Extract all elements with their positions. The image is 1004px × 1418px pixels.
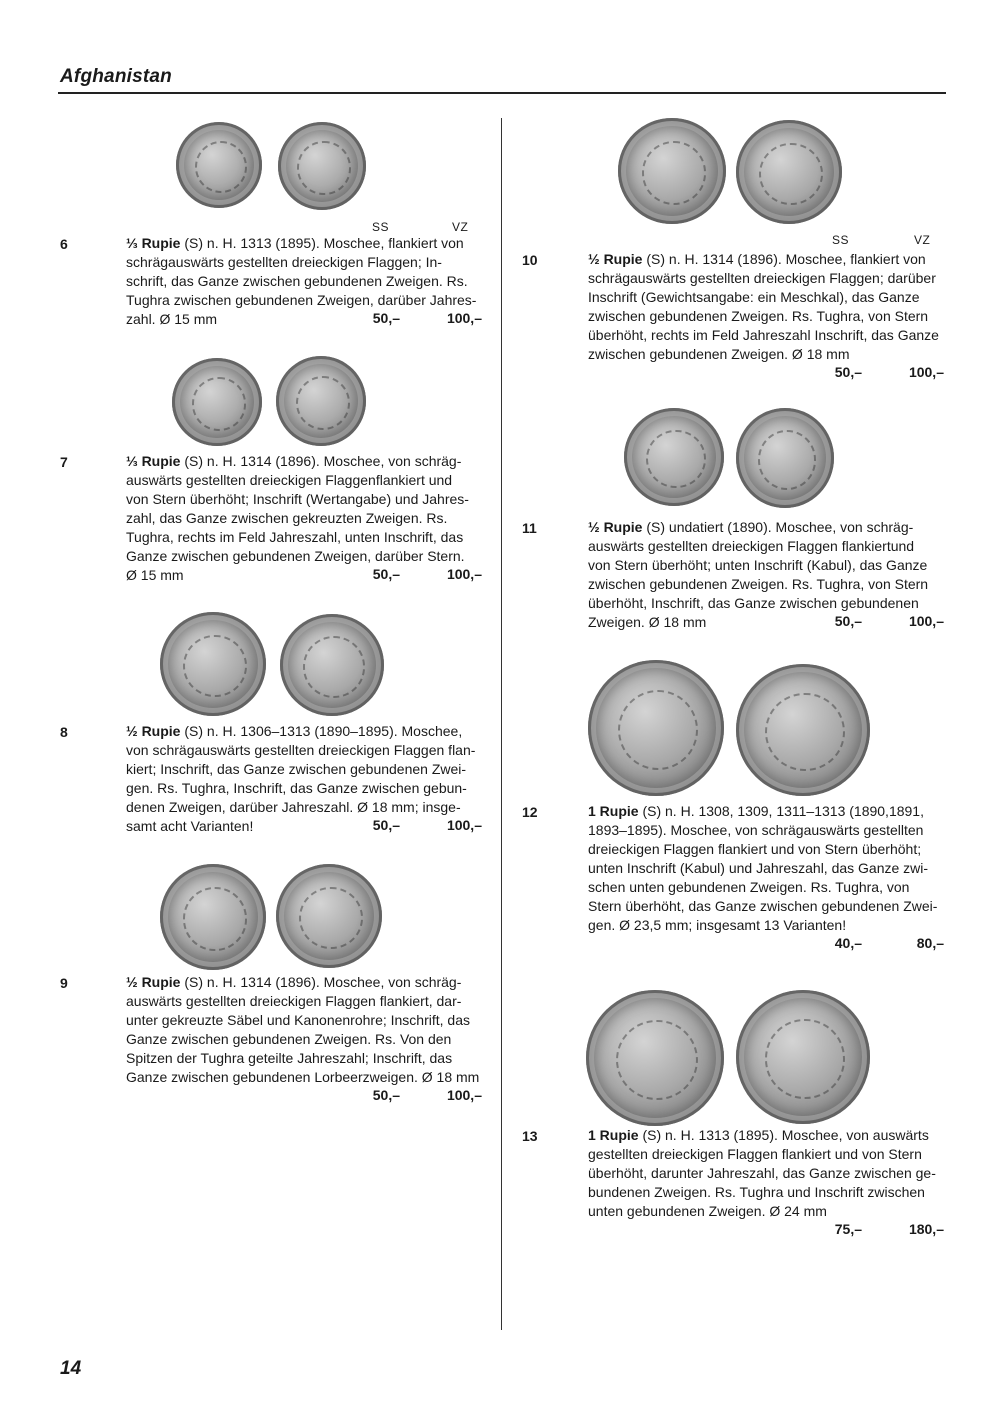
entry-description: ½ Rupie (S) n. H. 1314 (1896). Moschee, von schräg- auswärts gestellten dreieckigen Flaggen flankiert, dar- unter gekreuzte Säbel und Kanonenrohre; Inschrift, das Ganze zwischen gebundenen Zweigen. Rs. Von den Spitzen der Tughra geteilte Jahreszahl; Inschrift, das Ganze zwischen gebundenen Lorbeerzweigen. Ø 18 mm: [126, 974, 480, 1085]
price-ss: 50,–: [834, 364, 862, 380]
price-ss: 75,–: [834, 1221, 862, 1237]
coin-obverse: [624, 408, 724, 506]
price-vz: 80,–: [916, 935, 944, 951]
entry-number: 7: [60, 454, 68, 470]
coin-image-13: [586, 990, 872, 1126]
price-ss: 50,–: [372, 310, 400, 326]
coin-obverse: [172, 358, 262, 446]
entry-number: 9: [60, 975, 68, 991]
coin-obverse: [586, 990, 724, 1126]
denomination: ⅓ Rupie: [126, 235, 181, 251]
coin-image-10: [618, 118, 844, 224]
coin-obverse: [588, 660, 724, 796]
coin-image-12: [588, 660, 874, 796]
page-header-title: Afghanistan: [60, 66, 172, 87]
price-vz: 100,–: [446, 1087, 482, 1103]
coin-obverse: [618, 118, 726, 224]
coin-reverse: [736, 990, 870, 1124]
price-ss: 50,–: [372, 1087, 400, 1103]
entry-description: ⅓ Rupie (S) n. H. 1314 (1896). Moschee, von schräg- auswärts gestellten dreieckigen Flaggenflankiert und von Stern überhöht; Inschrift (Wertangabe) und Jahres- zahl, das Ganze zwischen gekreuzten Zweigen. Rs. Tughra, rechts im Feld Jahreszahl, unten Inschrift, das Ganze zwischen gebundenen Zweigen, darüber Stern. Ø 15 mm: [126, 453, 469, 583]
coin-reverse: [276, 864, 382, 968]
price-vz: 100,–: [908, 364, 944, 380]
coin-image-9: [160, 864, 382, 970]
coin-obverse: [160, 864, 266, 970]
entry-description: ½ Rupie (S) n. H. 1314 (1896). Moschee, flankiert von schrägauswärts gestellten dreieckigen Flaggen; darüber Inschrift (Gewichtsangabe: ein Meschkal), das Ganze zwischen gebundenen Zweigen. Rs. Tughra, von Stern überhöht, rechts im Feld Jahreszahl Inschrift, das Ganze zwischen gebundenen Zweigen. Ø 18 mm: [588, 251, 939, 362]
entry-description: ⅓ Rupie (S) n. H. 1313 (1895). Moschee, flankiert von schrägauswärts gestellten dreieckigen Flaggen; In- schrift, das Ganze zwischen gebundenen Zweigen. Rs. Tughra zwischen gebundenen Zweigen, darüber Jahres- zahl. Ø 15 mm: [126, 235, 477, 327]
coin-reverse: [736, 664, 870, 796]
denomination: 1 Rupie: [588, 1127, 639, 1143]
column-divider: [501, 118, 502, 1330]
coin-reverse: [280, 614, 384, 716]
coin-reverse: [278, 122, 366, 210]
price-vz: 100,–: [908, 613, 944, 629]
coin-image-11: [624, 408, 834, 508]
entry-number: 6: [60, 236, 68, 252]
header-rule: [58, 92, 946, 94]
price-ss: 50,–: [834, 613, 862, 629]
entry-description: 1 Rupie (S) n. H. 1313 (1895). Moschee, von auswärts gestellten dreieckigen Flaggen flankiert und von Stern überhöht, darunter Jahreszahl, das Ganze zwischen ge- bundenen Zweigen. Rs. Tughra und Inschrift zwischen unten gebundenen Zweigen. Ø 24 mm: [588, 1127, 936, 1219]
denomination: 1 Rupie: [588, 803, 639, 819]
denomination: ⅓ Rupie: [126, 453, 181, 469]
grade-header-vz: VZ: [452, 220, 469, 234]
grade-header-vz: VZ: [914, 233, 931, 247]
price-vz: 100,–: [446, 817, 482, 833]
entry-number: 13: [522, 1128, 538, 1144]
denomination: ½ Rupie: [126, 723, 181, 739]
price-vz: 100,–: [446, 310, 482, 326]
entry-description: ½ Rupie (S) n. H. 1306–1313 (1890–1895). Moschee, von schrägauswärts gestellten dreieckigen Flaggen flan- kiert; Inschrift, das Ganze zwischen gebundenen Zwei- gen. Rs. Tughra, Inschrift, das Ganze zwischen gebun- denen Zweigen, darüber Jahreszahl. Ø 18 mm; insge- samt acht Varianten!: [126, 723, 476, 834]
entry-description: ½ Rupie (S) undatiert (1890). Moschee, von schräg- auswärts gestellten dreieckigen Flaggen flankiertund von Stern überhöht; unten Inschrift (Kabul), das Ganze zwischen gebundenen Zweigen. Rs. Tughra, von Stern überhöht, Inschrift, das Ganze zwischen gebundenen Zweigen. Ø 18 mm: [588, 519, 929, 630]
coin-image-7: [172, 356, 368, 446]
coin-reverse: [276, 356, 366, 446]
page-number: 14: [60, 1358, 82, 1379]
price-vz: 100,–: [446, 566, 482, 582]
entry-number: 11: [522, 520, 537, 536]
entry-description: 1 Rupie (S) n. H. 1308, 1309, 1311–1313 (1890,1891, 1893–1895). Moschee, von schrägauswärts gestellten dreieckigen Flaggen flankiert und von Stern überhöht; unten Inschrift (Kabul) und Jahreszahl, das Ganze zwi- schen unten gebundenen Zweigen. Rs. Tughra, von Stern überhöht, das Ganze zwischen gebundenen Zwei- gen. Ø 23,5 mm; insgesamt 13 Varianten!: [588, 803, 938, 933]
coin-obverse: [176, 122, 262, 208]
coin-reverse: [736, 120, 842, 224]
price-ss: 50,–: [372, 566, 400, 582]
entry-number: 12: [522, 804, 538, 820]
denomination: ½ Rupie: [588, 251, 643, 267]
denomination: ½ Rupie: [588, 519, 643, 535]
price-vz: 180,–: [908, 1221, 944, 1237]
denomination: ½ Rupie: [126, 974, 181, 990]
price-ss: 40,–: [834, 935, 862, 951]
price-ss: 50,–: [372, 817, 400, 833]
coin-obverse: [160, 612, 266, 716]
entry-number: 8: [60, 724, 68, 740]
coin-image-6: [176, 120, 368, 210]
grade-header-ss: SS: [372, 220, 390, 234]
coin-reverse: [736, 408, 834, 508]
entry-number: 10: [522, 252, 538, 268]
grade-header-ss: SS: [832, 233, 850, 247]
coin-image-8: [160, 612, 386, 716]
